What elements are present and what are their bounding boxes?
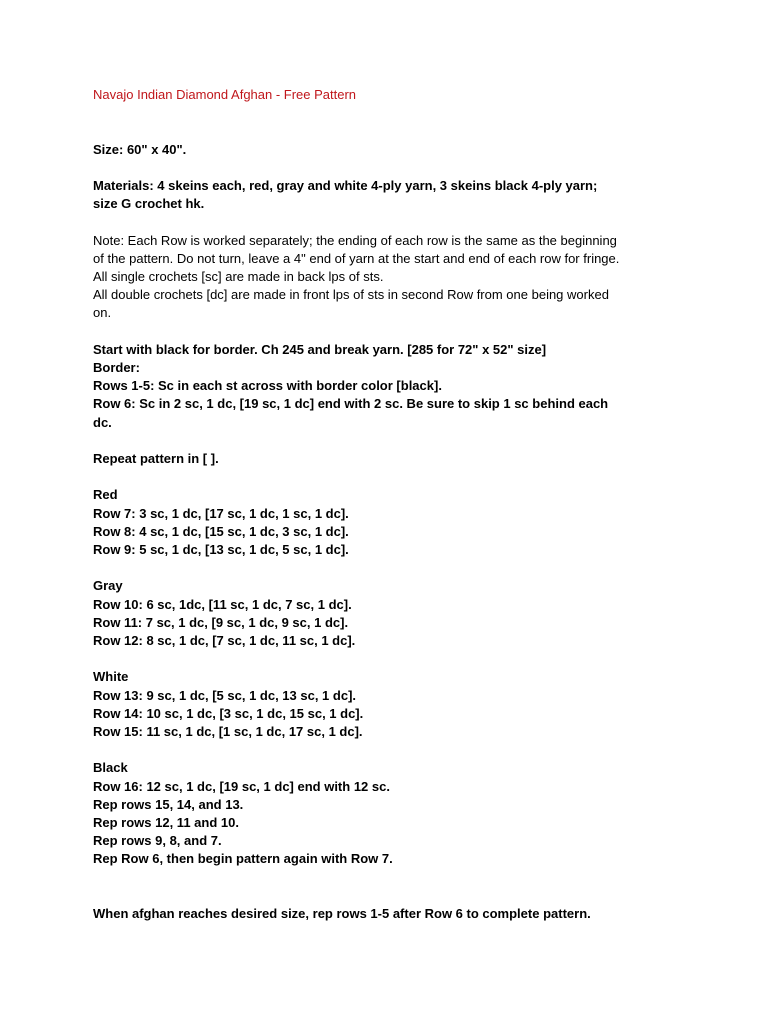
spacer — [93, 432, 693, 450]
red-section — [93, 486, 693, 559]
border-rows-1-5: Rows 1-5: Sc in each st across with border color [black]. — [93, 378, 442, 394]
black-rep-rows-15-14-13: Rep rows 15, 14, and 13. — [93, 796, 244, 812]
white-section — [93, 668, 693, 741]
size-line: Size: 60" x 40". — [93, 141, 187, 157]
document-body — [93, 86, 693, 923]
materials-line-1: Materials: 4 skeins each, red, gray and white 4-ply yarn, 3 skeins black 4-ply yarn; — [93, 177, 598, 193]
spacer — [93, 559, 693, 577]
final-instruction: When afghan reaches desired size, rep rows 1-5 after Row 6 to complete pattern. — [93, 905, 591, 921]
black-heading: Black — [93, 760, 128, 776]
border-section — [93, 341, 693, 432]
spacer — [93, 213, 693, 231]
document-title: Navajo Indian Diamond Afghan - Free Pattern — [93, 87, 357, 102]
spacer — [93, 741, 693, 759]
border-row-6-line-1: Row 6: Sc in 2 sc, 1 dc, [19 sc, 1 dc] end with 2 sc. Be sure to skip 1 sc behind each — [93, 396, 609, 412]
note-line-4: All double crochets [dc] are made in front lps of sts in second Row from one being worked — [93, 287, 609, 303]
note-line-2: of the pattern. Do not turn, leave a 4" end of yarn at the start and end of each row for fringe. — [93, 250, 620, 266]
black-rep-rows-12-11-10: Rep rows 12, 11 and 10. — [93, 814, 239, 830]
black-rep-rows-9-8-7: Rep rows 9, 8, and 7. — [93, 833, 222, 849]
black-row-16: Row 16: 12 sc, 1 dc, [19 sc, 1 dc] end with 12 sc. — [93, 778, 390, 794]
black-section — [93, 759, 693, 868]
spacer — [93, 650, 693, 668]
gray-row-12: Row 12: 8 sc, 1 dc, [7 sc, 1 dc, 11 sc, 1 dc]. — [93, 632, 356, 648]
gray-heading: Gray — [93, 578, 123, 594]
border-heading: Border: — [93, 359, 140, 375]
white-row-14: Row 14: 10 sc, 1 dc, [3 sc, 1 dc, 15 sc, 1 dc]. — [93, 705, 364, 721]
repeat-note: Repeat pattern in [ ]. — [93, 450, 219, 466]
gray-row-10: Row 10: 6 sc, 1dc, [11 sc, 1 dc, 7 sc, 1 dc]. — [93, 596, 352, 612]
spacer — [93, 323, 693, 341]
red-row-9: Row 9: 5 sc, 1 dc, [13 sc, 1 dc, 5 sc, 1 dc]. — [93, 541, 349, 557]
white-heading: White — [93, 669, 129, 685]
spacer — [93, 104, 693, 140]
spacer — [93, 159, 693, 177]
black-rep-row-6: Rep Row 6, then begin pattern again with Row 7. — [93, 851, 393, 867]
note-paragraph — [93, 232, 693, 323]
gray-section — [93, 577, 693, 650]
spacer — [93, 869, 693, 905]
red-heading: Red — [93, 487, 118, 503]
materials-paragraph — [93, 177, 693, 213]
border-row-6-line-2: dc. — [93, 414, 112, 430]
note-line-1: Note: Each Row is worked separately; the ending of each row is the same as the beginning — [93, 232, 617, 248]
materials-line-2: size G crochet hk. — [93, 196, 205, 212]
gray-row-11: Row 11: 7 sc, 1 dc, [9 sc, 1 dc, 9 sc, 1 dc]. — [93, 614, 349, 630]
note-line-3: All single crochets [sc] are made in back lps of sts. — [93, 268, 384, 284]
start-line: Start with black for border. Ch 245 and break yarn. [285 for 72" x 52" size] — [93, 341, 547, 357]
spacer — [93, 468, 693, 486]
white-row-13: Row 13: 9 sc, 1 dc, [5 sc, 1 dc, 13 sc, 1 dc]. — [93, 687, 357, 703]
red-row-8: Row 8: 4 sc, 1 dc, [15 sc, 1 dc, 3 sc, 1 dc]. — [93, 523, 349, 539]
white-row-15: Row 15: 11 sc, 1 dc, [1 sc, 1 dc, 17 sc, 1 dc]. — [93, 723, 363, 739]
red-row-7: Row 7: 3 sc, 1 dc, [17 sc, 1 dc, 1 sc, 1 dc]. — [93, 505, 349, 521]
note-line-5: on. — [93, 305, 112, 321]
